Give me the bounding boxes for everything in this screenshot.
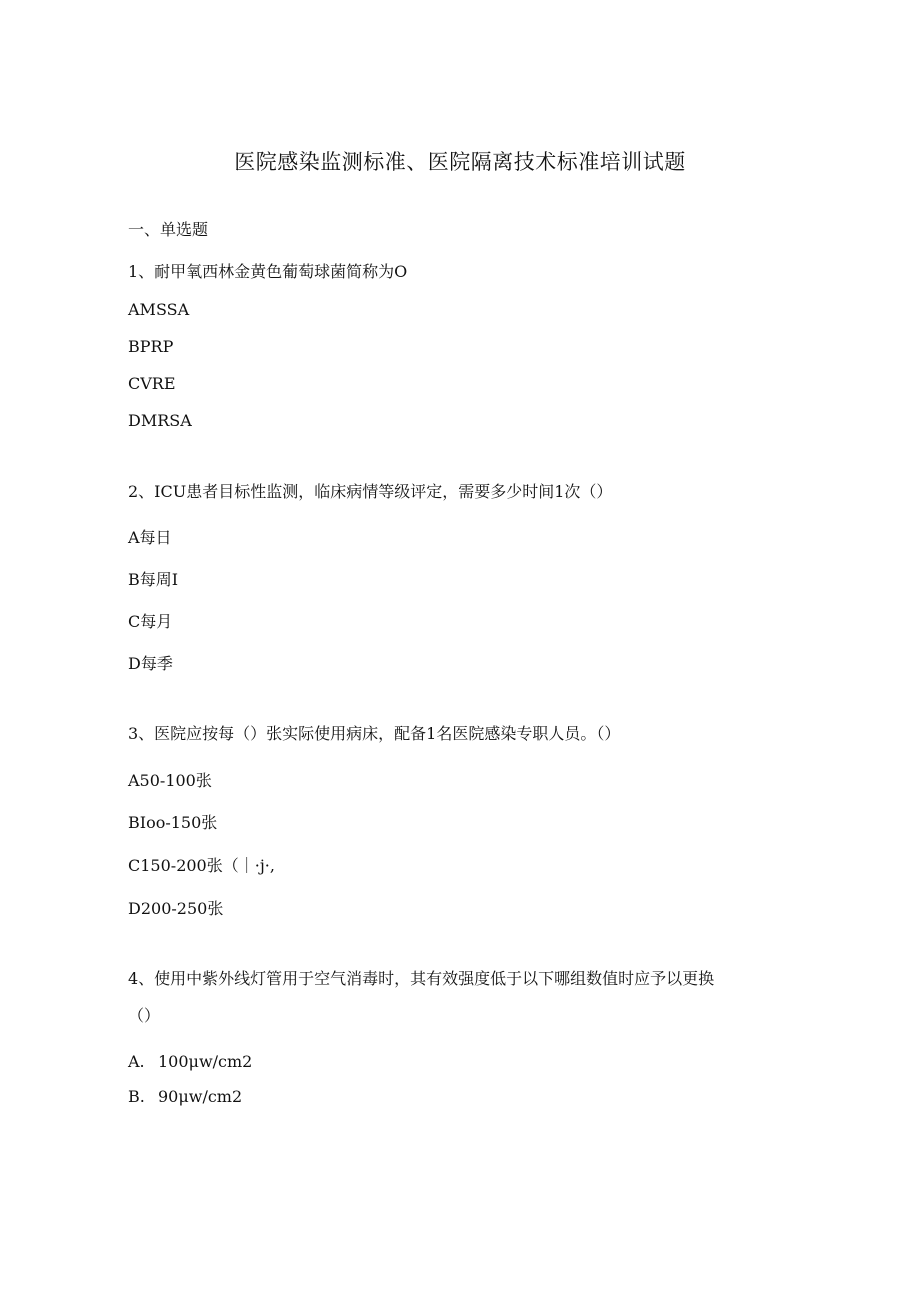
section-heading: 一、单选题 [128,220,209,239]
question-1-option-b: BPRP [128,337,174,356]
question-3-option-b: BIoo-150张 [128,813,218,832]
question-2-option-b: B每周I [128,570,179,589]
question-4-stem: 4、使用中紫外线灯管用于空气消毒时，其有效强度低于以下哪组数值时应予以更换 [128,969,715,988]
option-text: 100μw∕cm2 [158,1052,253,1071]
question-3-option-a: A50-100张 [128,771,212,790]
question-4-option-a [128,1052,252,1071]
question-1-option-d: DMRSA [128,411,192,430]
question-2-option-a: A每日 [128,528,172,547]
question-4-stem-continuation: （） [128,1006,161,1025]
question-4-option-b [128,1087,242,1106]
option-label: B. [128,1087,145,1106]
document-title: 医院感染监测标准、医院隔离技术标准培训试题 [234,150,686,174]
question-2-option-d: D每季 [128,654,173,673]
question-1-option-c: CVRE [128,374,176,393]
question-3-option-d: D200-250张 [128,899,224,918]
option-label: A. [128,1052,145,1071]
option-text: 90μw∕cm2 [158,1087,243,1106]
question-3-option-c: C150-200张（｜·j·, [128,856,275,875]
question-1-stem: 1、耐甲氧西林金黄色葡萄球菌简称为O [128,262,408,281]
question-2-option-c: C每月 [128,612,173,631]
question-2-stem: 2、ICU患者目标性监测，临床病情等级评定，需要多少时间1次（） [128,482,613,501]
question-1-option-a: AMSSA [128,300,190,319]
question-3-stem: 3、医院应按每（）张实际使用病床，配备1名医院感染专职人员。（） [128,724,621,743]
